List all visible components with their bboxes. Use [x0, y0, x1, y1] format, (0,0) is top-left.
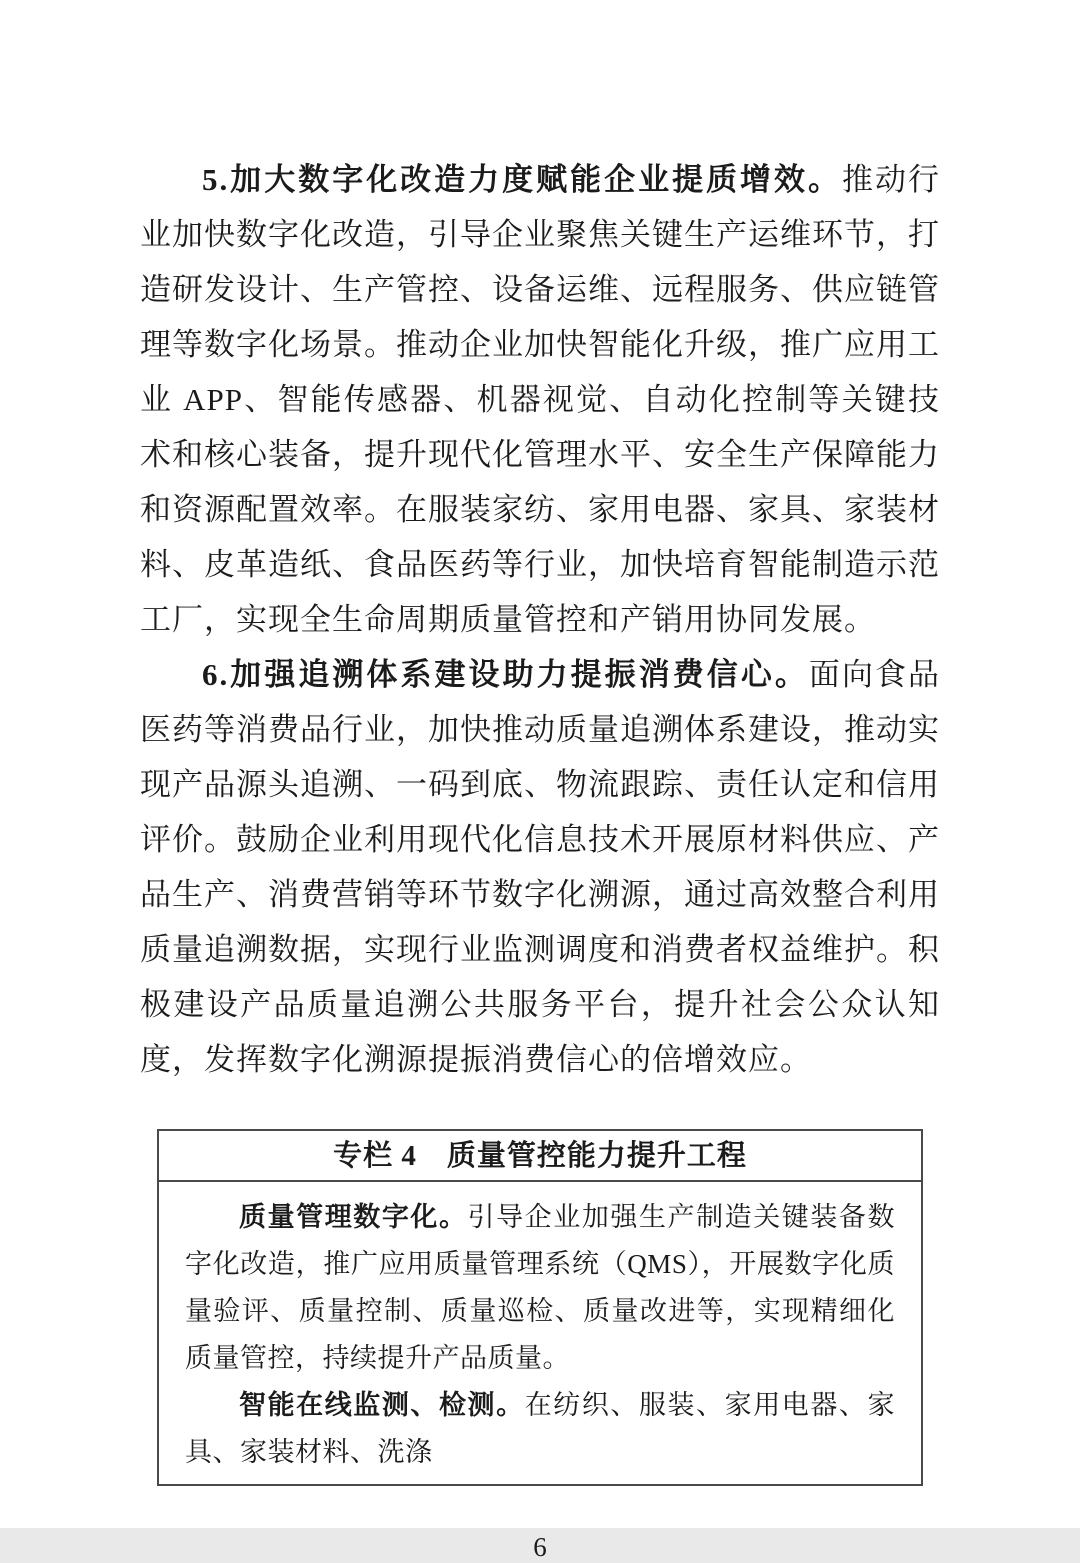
section-6-heading: 6.加强追溯体系建设助力提振消费信心。	[202, 657, 809, 692]
section-6-body: 面向食品医药等消费品行业，加快推动质量追溯体系建设，推动实现产品源头追溯、一码到底、物流跟踪、责任认定和信用评价。鼓励企业利用现代化信息技术开展原材料供应、产品生产、消费营销等环节数字化溯源，通过高效整合利用质量追溯数据，实现行业监测调度和消费者权益维护。积极建设产品质量追溯公共服务平台，提升社会公众认知度，发挥数字化溯源提振消费信心的倍增效应。	[140, 657, 941, 1077]
section-5-body: 推动行业加快数字化改造，引导企业聚焦关键生产运维环节，打造研发设计、生产管控、设备运维、远程服务、供应链管理等数字化场景。推动企业加快智能化升级，推广应用工业 APP、智能传感器、机器视觉、自动化控制等关键技术和核心装备，提升现代化管理水平、安全生产保障能力和资源配置效率。在服装家纺、家用电器、家具、家装材料、皮革造纸、食品医药等行业，加快培育智能制造示范工厂，实现全生命周期质量管控和产销用协同发展。	[140, 162, 941, 637]
callout-paragraph-2	[185, 1382, 895, 1476]
callout-box-title: 专栏 4 质量管控能力提升工程	[159, 1131, 921, 1182]
callout-paragraph-1-text: 引导企业加强生产制造关键装备数字化改造，推广应用质量管理系统（QMS），开展数字化质量验评、质量控制、质量巡检、质量改进等，实现精细化质量管控，持续提升产品质量。	[185, 1202, 896, 1373]
callout-box	[157, 1129, 923, 1486]
callout-box-body	[159, 1182, 921, 1484]
section-5-heading: 5.加大数字化改造力度赋能企业提质增效。	[202, 162, 843, 197]
section-6-paragraph	[140, 647, 940, 1087]
section-5-paragraph	[140, 152, 940, 647]
callout-paragraph-1	[185, 1194, 895, 1382]
page-number: 6	[533, 1532, 547, 1562]
callout-paragraph-2-text: 在纺织、服装、家用电器、家具、家装材料、洗涤	[185, 1390, 896, 1467]
callout-paragraph-2-lead: 智能在线监测、检测。	[239, 1390, 525, 1420]
callout-paragraph-1-lead: 质量管理数字化。	[239, 1202, 468, 1232]
